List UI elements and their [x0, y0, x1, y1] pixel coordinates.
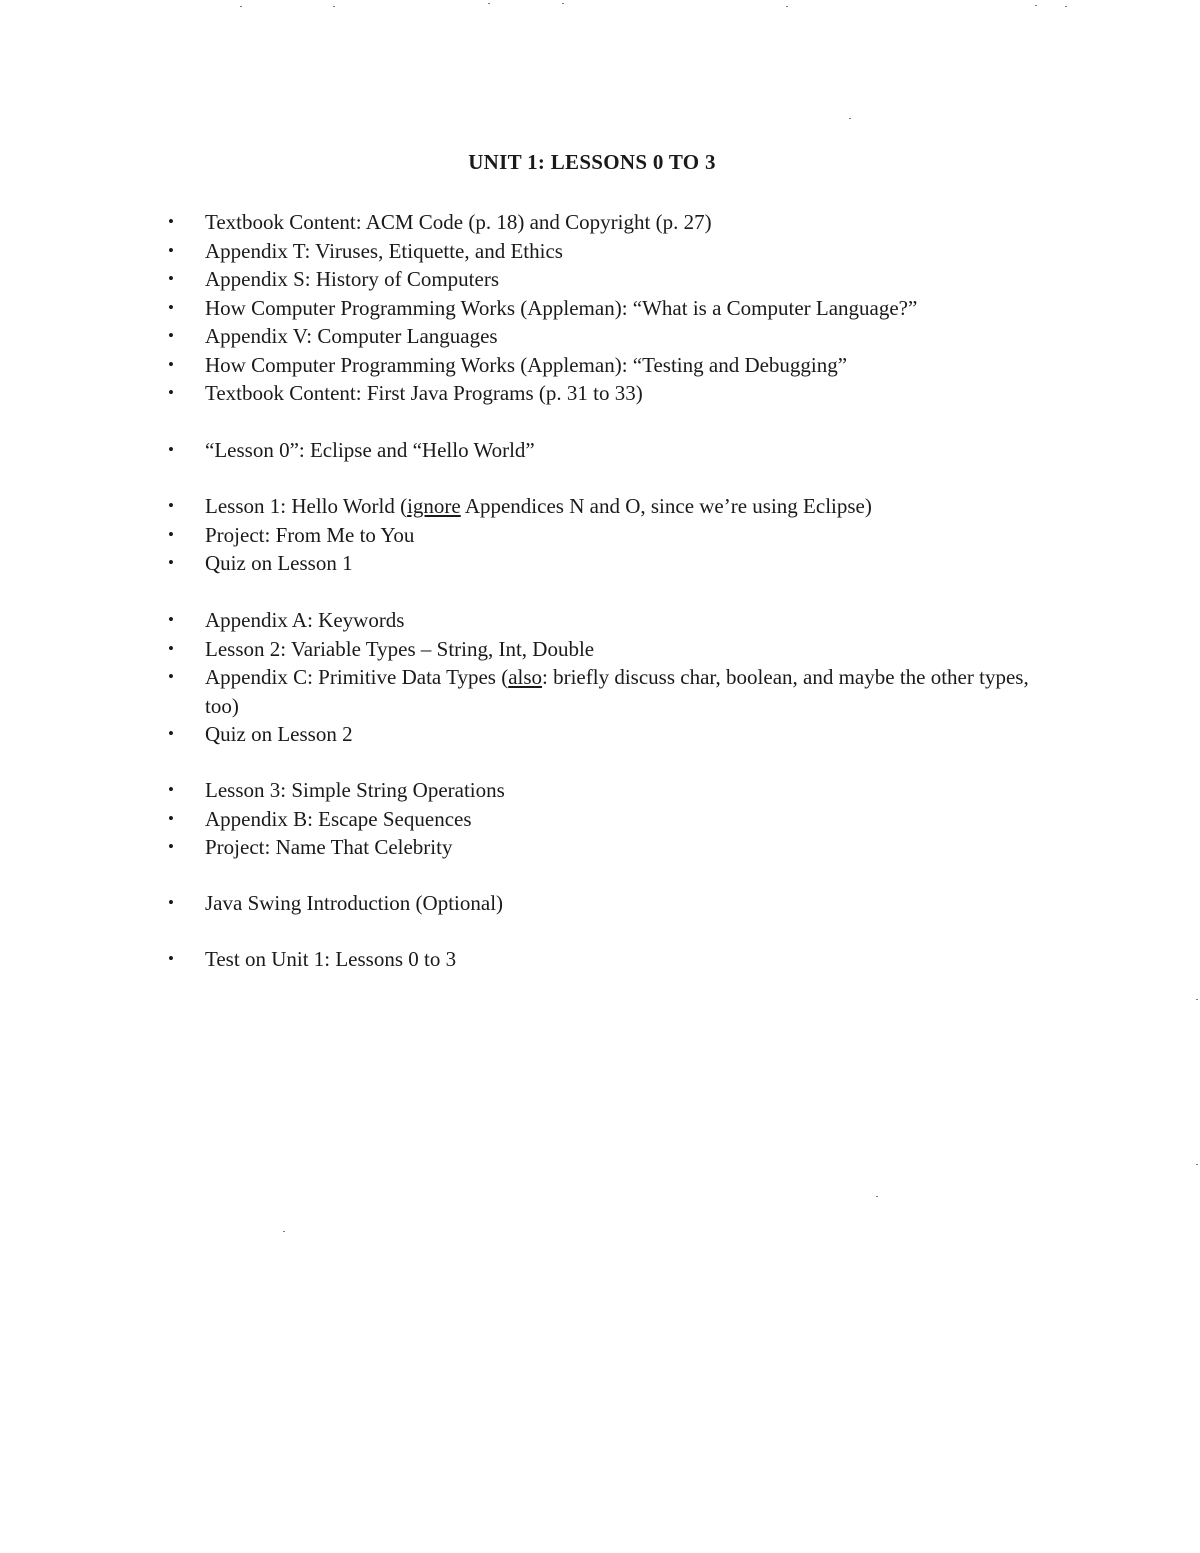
list-item-text: Quiz on Lesson 2 [205, 722, 353, 746]
list-item-text: Test on Unit 1: Lessons 0 to 3 [205, 947, 457, 971]
section-readings [165, 208, 1045, 408]
list-item-text: Appendix C: Primitive Data Types (also: briefly discuss char, boolean, and maybe the other types, too) [205, 665, 1029, 718]
underlined-text: also [508, 665, 543, 689]
bullet-icon: • [168, 638, 174, 658]
list-item-text: Textbook Content: ACM Code (p. 18) and Copyright (p. 27) [205, 210, 712, 234]
list-item-text: Java Swing Introduction (Optional) [205, 891, 504, 915]
bullet-icon: • [168, 240, 174, 260]
scan-speck [876, 1196, 878, 1197]
bullet-icon: • [168, 326, 174, 345]
scan-speck [786, 6, 788, 7]
bullet-icon: • [168, 354, 174, 374]
scan-speck [1065, 6, 1067, 7]
bullet-icon: • [168, 440, 174, 459]
page-title: UNIT 1: LESSONS 0 TO 3 [468, 150, 716, 174]
list-item-text: Lesson 2: Variable Types – String, Int, Double [205, 636, 595, 661]
list-item-text: Quiz on Lesson 1 [205, 551, 353, 575]
section-test [165, 945, 1045, 974]
section-lesson-2 [165, 606, 1045, 749]
list-item-text: Appendix A: Keywords [205, 608, 405, 632]
list-item-text: Lesson 3: Simple String Operations [205, 778, 505, 802]
list-item-text: Textbook Content: First Java Programs (p. 31 to 33) [205, 381, 643, 405]
list-item-text: How Computer Programming Works (Appleman): “What is a Computer Language?” [205, 295, 918, 320]
bullet-icon: • [168, 893, 174, 912]
list-item [165, 889, 1045, 918]
list-item-text: How Computer Programming Works (Appleman): “Testing and Debugging” [205, 352, 848, 377]
bullet-icon: • [168, 496, 174, 515]
list-item [165, 833, 1045, 862]
bullet-icon: • [168, 808, 174, 828]
list-item [165, 265, 1045, 294]
bullet-icon: • [168, 724, 174, 743]
bullet-icon: • [168, 949, 174, 968]
bullet-icon: • [168, 524, 174, 544]
list-item-text: Appendix S: History of Computers [205, 267, 499, 291]
list-item [165, 663, 1045, 720]
scan-speck [1196, 1164, 1198, 1165]
list-item-text: Appendix T: Viruses, Etiquette, and Ethics [205, 238, 563, 263]
list-item-text: Lesson 1: Hello World (ignore Appendices N and O, since we’re using Eclipse) [205, 494, 872, 518]
list-item [165, 492, 1045, 521]
list-item [165, 521, 1045, 550]
scan-speck [240, 6, 242, 7]
bullet-icon: • [168, 610, 174, 629]
bullet-icon: • [168, 383, 174, 402]
scan-speck [488, 3, 490, 4]
list-item-text: Project: Name That Celebrity [205, 835, 453, 859]
scan-speck [849, 118, 851, 119]
underlined-text: ignore [407, 494, 461, 518]
list-item [165, 635, 1045, 664]
bullet-icon: • [168, 780, 174, 799]
scan-speck [283, 1231, 285, 1232]
list-item [165, 208, 1045, 237]
list-item-text: “Lesson 0”: Eclipse and “Hello World” [205, 438, 535, 462]
list-item [165, 322, 1045, 351]
list-item [165, 436, 1045, 465]
list-item [165, 294, 1045, 323]
section-lesson-0 [165, 436, 1045, 465]
list-item [165, 606, 1045, 635]
list-item [165, 379, 1045, 408]
section-lesson-1 [165, 492, 1045, 578]
list-item [165, 549, 1045, 578]
scan-speck [1035, 5, 1037, 6]
scan-speck [562, 3, 564, 4]
bullet-icon: • [168, 212, 174, 231]
bullet-icon: • [168, 667, 174, 686]
list-item-text: Appendix V: Computer Languages [205, 324, 498, 348]
list-item [165, 945, 1045, 974]
list-item [165, 237, 1045, 266]
bullet-icon: • [168, 297, 174, 317]
list-item-text: Project: From Me to You [205, 522, 415, 547]
list-item-text: Appendix B: Escape Sequences [205, 806, 472, 831]
bullet-icon: • [168, 837, 174, 856]
list-item [165, 805, 1045, 834]
list-item [165, 720, 1045, 749]
bullet-icon: • [168, 269, 174, 288]
scan-speck [333, 6, 335, 7]
list-item [165, 351, 1045, 380]
section-swing [165, 889, 1045, 918]
section-lesson-3 [165, 776, 1045, 862]
bullet-icon: • [168, 553, 174, 572]
list-item [165, 776, 1045, 805]
scan-speck [1196, 999, 1198, 1000]
